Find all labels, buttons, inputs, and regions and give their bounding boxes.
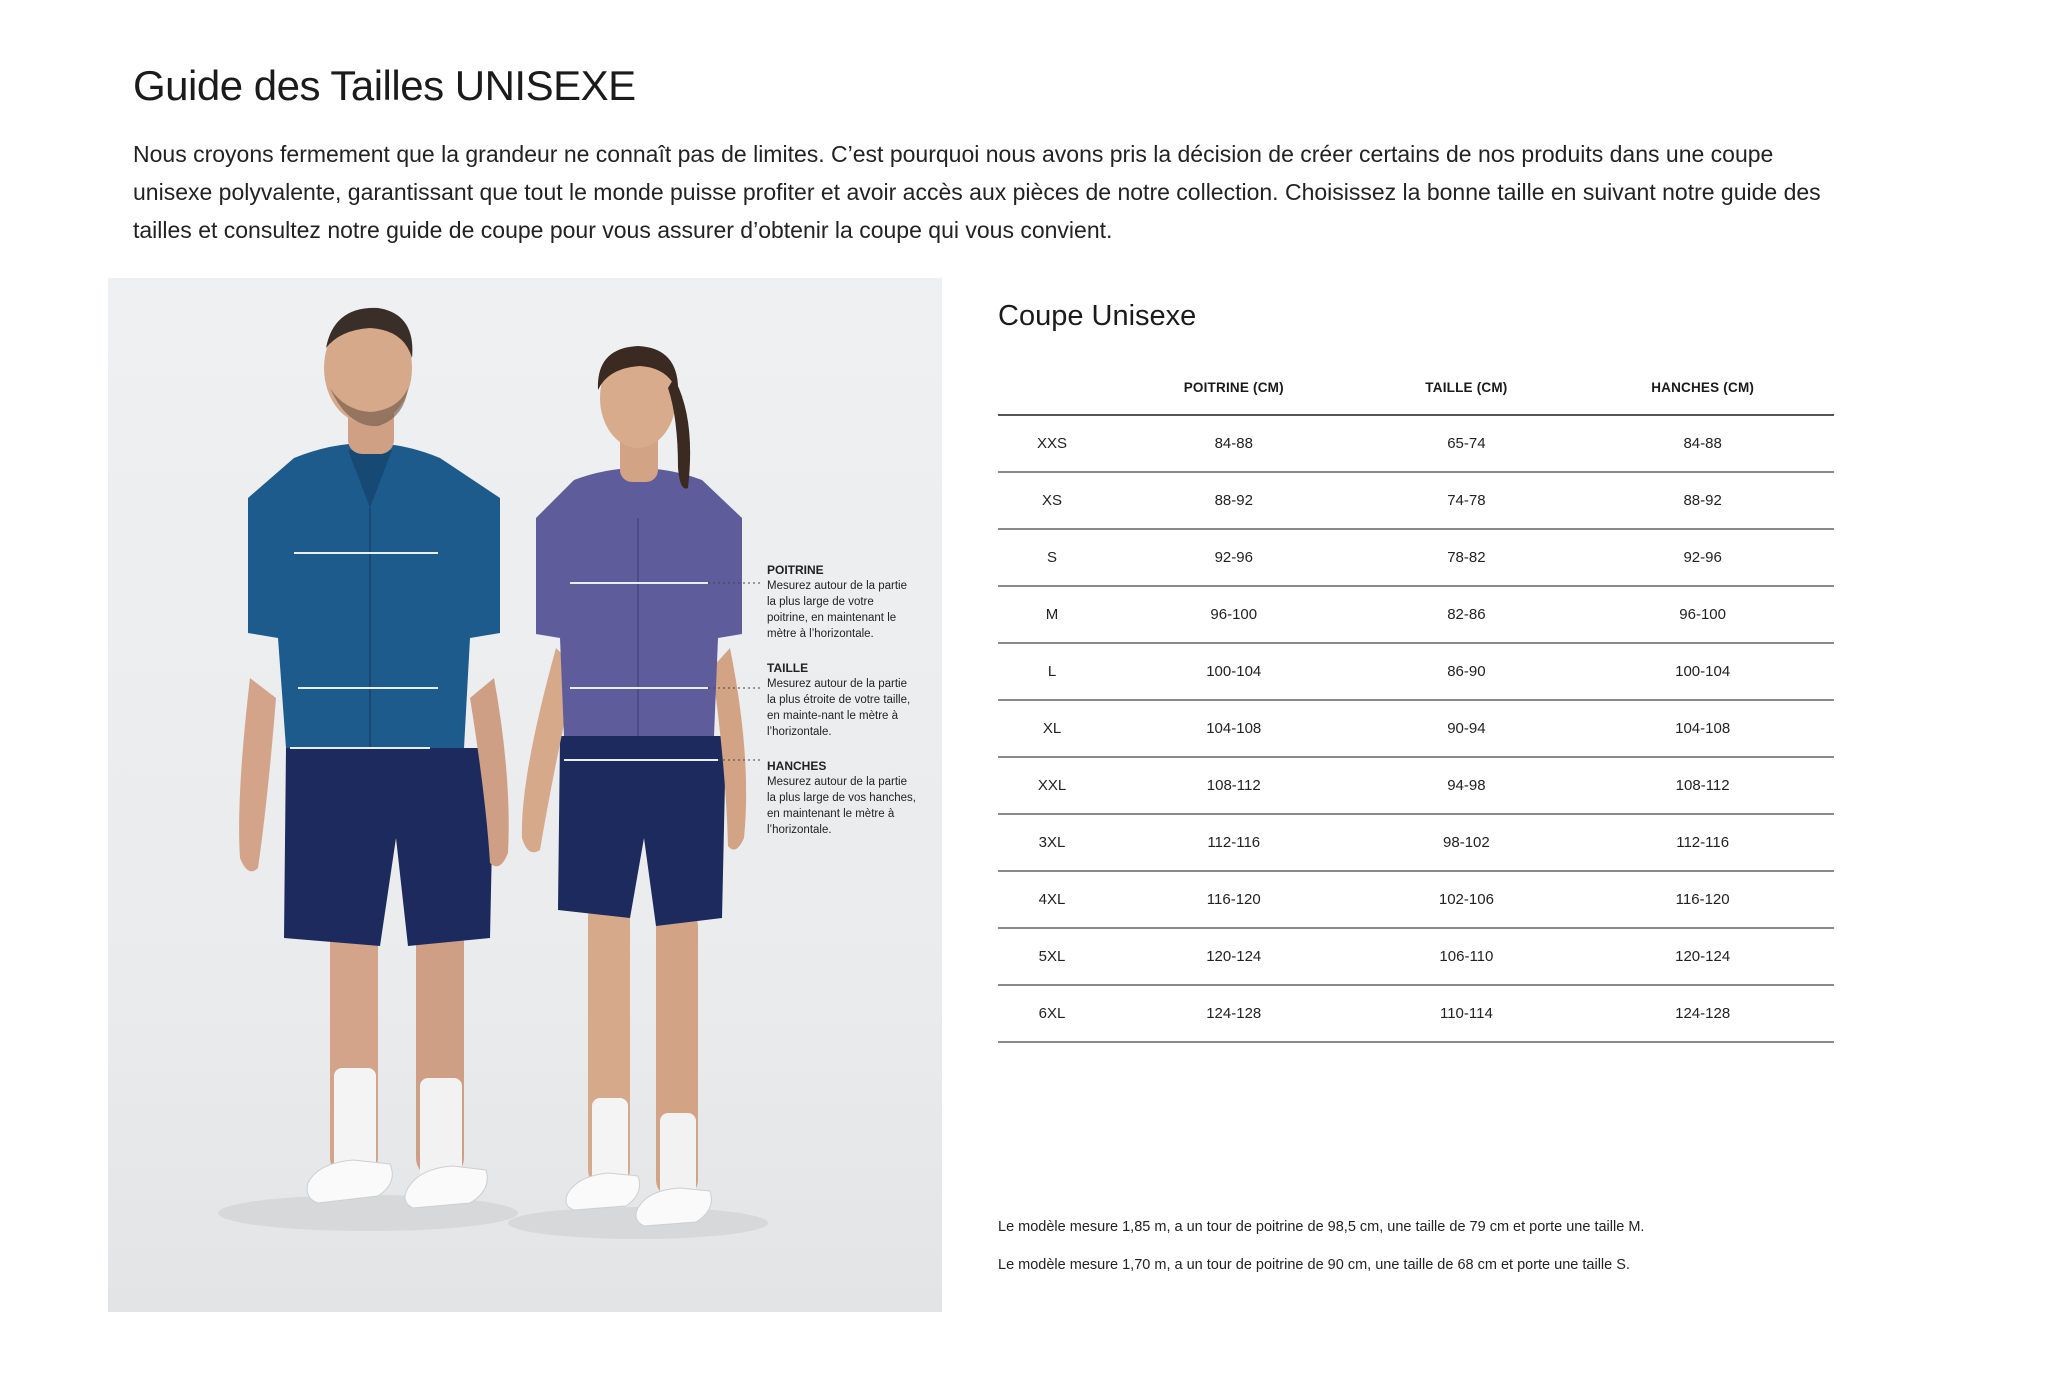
cell-taille: 102-106: [1362, 871, 1572, 928]
header-hanches: HANCHES (CM): [1571, 360, 1834, 415]
cell-taille: 78-82: [1362, 529, 1572, 586]
cell-poitrine: 104-108: [1106, 700, 1362, 757]
size-table: [998, 360, 1834, 1043]
cell-size: 6XL: [998, 985, 1106, 1042]
cell-taille: 110-114: [1362, 985, 1572, 1042]
annotation-title: POITRINE: [767, 563, 824, 577]
cell-size: 5XL: [998, 928, 1106, 985]
table-row: [998, 643, 1834, 700]
male-model: [239, 308, 509, 1208]
table-row: [998, 529, 1834, 586]
cell-poitrine: 108-112: [1106, 757, 1362, 814]
cell-hanches: 88-92: [1571, 472, 1834, 529]
table-row: [998, 928, 1834, 985]
models-photo: [108, 278, 942, 1312]
cell-size: S: [998, 529, 1106, 586]
annotation-text: Mesurez autour de la partie la plus large de votre poitrine, en maintenant le mètre à l’horizontale.: [767, 580, 907, 640]
cell-size: XXS: [998, 415, 1106, 472]
model-note-male: Le modèle mesure 1,85 m, a un tour de poitrine de 98,5 cm, une taille de 79 cm et porte une taille M.: [998, 1219, 1645, 1235]
cell-taille: 86-90: [1362, 643, 1572, 700]
page-title: Guide des Tailles UNISEXE: [133, 62, 636, 109]
cell-taille: 90-94: [1362, 700, 1572, 757]
cell-hanches: 108-112: [1571, 757, 1834, 814]
header-size: [998, 360, 1106, 415]
table-title: Coupe Unisexe: [998, 300, 1197, 332]
table-row: [998, 586, 1834, 643]
cell-poitrine: 124-128: [1106, 985, 1362, 1042]
header-taille: TAILLE (CM): [1362, 360, 1572, 415]
cell-poitrine: 96-100: [1106, 586, 1362, 643]
cell-hanches: 84-88: [1571, 415, 1834, 472]
cell-size: XS: [998, 472, 1106, 529]
header-poitrine: POITRINE (CM): [1106, 360, 1362, 415]
annotation-text: Mesurez autour de la partie la plus large de vos hanches, en maintenant le mètre à l’horizontale.: [767, 776, 916, 836]
table-row: [998, 415, 1834, 472]
cell-taille: 82-86: [1362, 586, 1572, 643]
cell-hanches: 92-96: [1571, 529, 1834, 586]
annotation-title: HANCHES: [767, 759, 827, 773]
model-note-female: Le modèle mesure 1,70 m, a un tour de poitrine de 90 cm, une taille de 68 cm et porte une taille S.: [998, 1257, 1630, 1273]
cell-size: L: [998, 643, 1106, 700]
annotation-hanches: [767, 758, 917, 838]
table-row: [998, 814, 1834, 871]
annotation-text: Mesurez autour de la partie la plus étroite de votre taille, en mainte-nant le mètre à l’horizontale.: [767, 678, 911, 738]
cell-poitrine: 84-88: [1106, 415, 1362, 472]
cell-poitrine: 120-124: [1106, 928, 1362, 985]
cell-hanches: 96-100: [1571, 586, 1834, 643]
cell-size: XXL: [998, 757, 1106, 814]
intro-paragraph: Nous croyons fermement que la grandeur ne connaît pas de limites. C’est pourquoi nous avons pris la décision de créer certains de nos produits dans une coupe unisexe polyvalente, garantissant que tout le monde puisse profiter et avoir accès aux pièces de notre collection. Choisissez la bonne taille en suivant notre guide des tailles et consultez notre guide de coupe pour vous assurer d’obtenir la coupe qui vous convient.: [133, 141, 1821, 243]
cell-poitrine: 88-92: [1106, 472, 1362, 529]
table-row: [998, 700, 1834, 757]
cell-size: 4XL: [998, 871, 1106, 928]
cell-hanches: 104-108: [1571, 700, 1834, 757]
cell-hanches: 120-124: [1571, 928, 1834, 985]
table-row: [998, 757, 1834, 814]
annotation-taille: [767, 660, 917, 740]
cell-taille: 106-110: [1362, 928, 1572, 985]
cell-hanches: 124-128: [1571, 985, 1834, 1042]
table-row: [998, 985, 1834, 1042]
cell-hanches: 116-120: [1571, 871, 1834, 928]
table-row: [998, 871, 1834, 928]
annotation-title: TAILLE: [767, 661, 809, 675]
annotation-poitrine: [767, 562, 917, 642]
cell-poitrine: 100-104: [1106, 643, 1362, 700]
cell-poitrine: 112-116: [1106, 814, 1362, 871]
cell-hanches: 100-104: [1571, 643, 1834, 700]
cell-poitrine: 92-96: [1106, 529, 1362, 586]
cell-taille: 98-102: [1362, 814, 1572, 871]
table-header-row: [998, 360, 1834, 415]
cell-taille: 94-98: [1362, 757, 1572, 814]
cell-taille: 74-78: [1362, 472, 1572, 529]
cell-size: 3XL: [998, 814, 1106, 871]
table-row: [998, 472, 1834, 529]
cell-poitrine: 116-120: [1106, 871, 1362, 928]
cell-size: XL: [998, 700, 1106, 757]
female-model: [522, 346, 746, 1226]
cell-taille: 65-74: [1362, 415, 1572, 472]
cell-hanches: 112-116: [1571, 814, 1834, 871]
cell-size: M: [998, 586, 1106, 643]
